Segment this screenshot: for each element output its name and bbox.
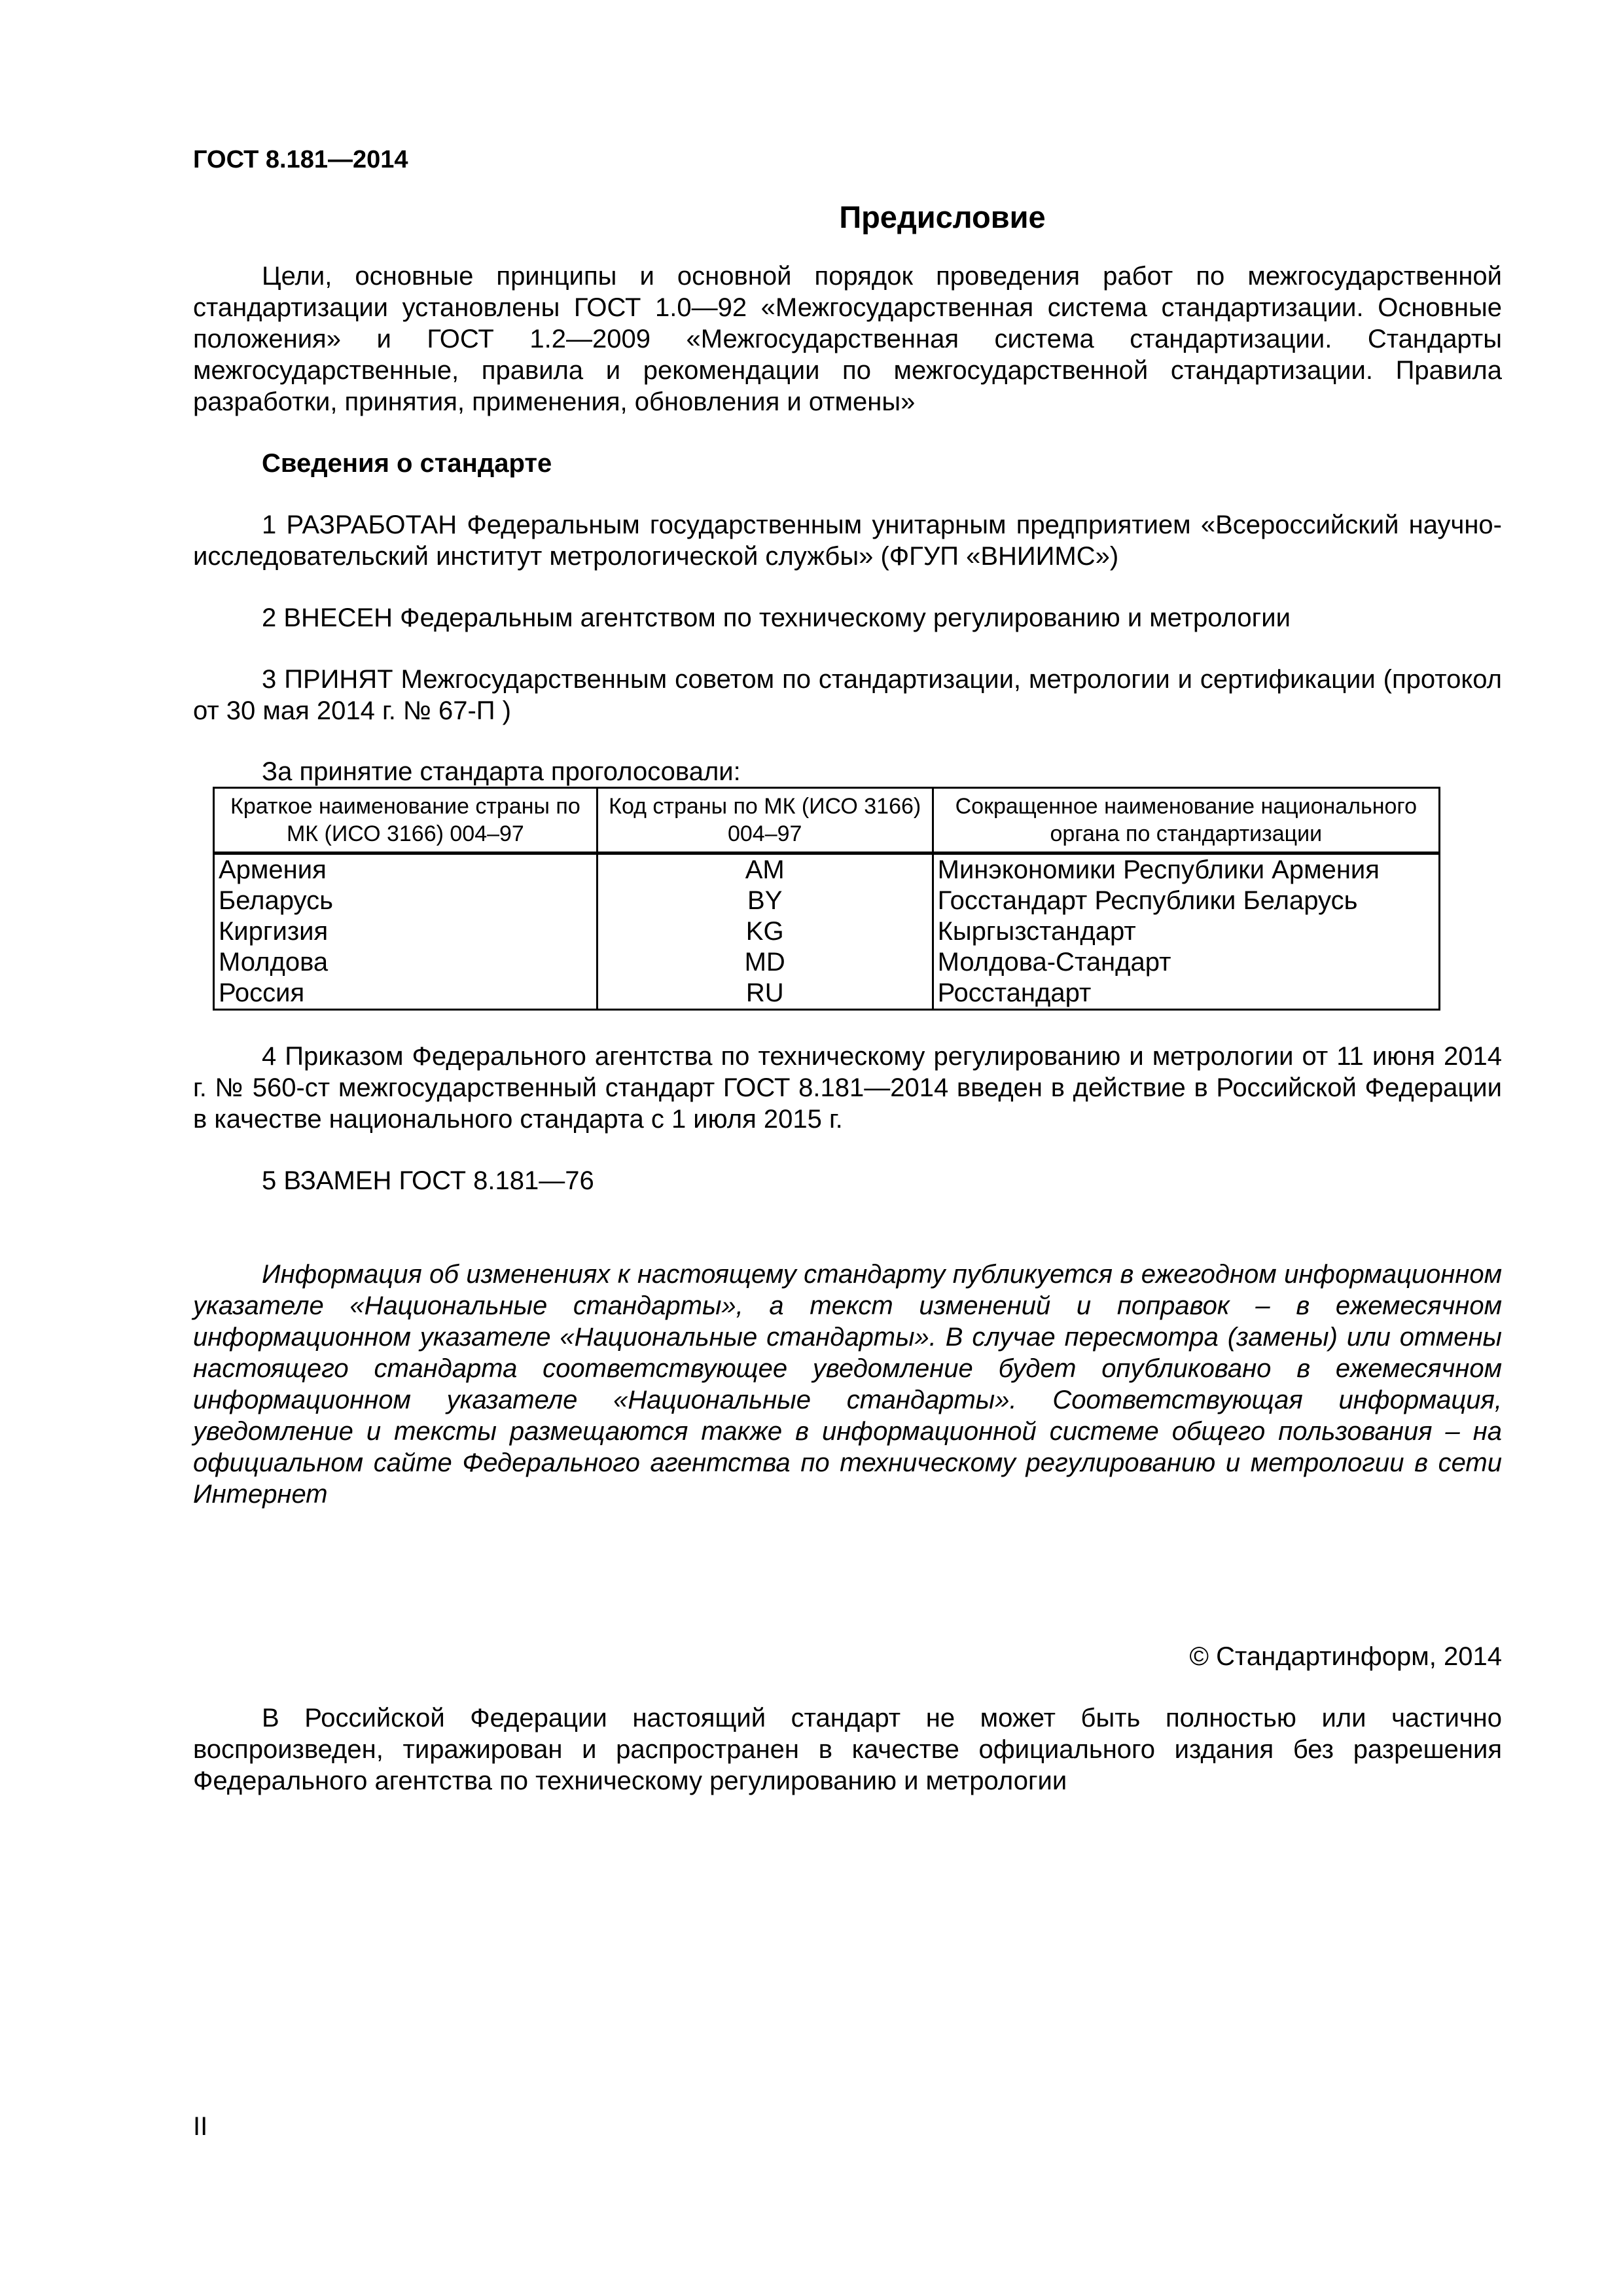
- copyright: © Стандартинформ, 2014: [1189, 1642, 1502, 1671]
- intro-paragraph: Цели, основные принципы и основной порядок проведения работ по межгосударственной стандартизации установлены ГОСТ 1.0—92 «Межгосударственная система стандартизации. Основные положения» и ГОСТ 1.2—2009 «Межгосударственная система стандартизации. Стандарты межгосударственные, правила и рекомендации по межгосударственной стандартизации. Правила разработки, принятия, применения, обновления и отмены»: [193, 262, 1502, 416]
- table-row: [214, 853, 1440, 886]
- item-enacted: 4 Приказом Федерального агентства по техническому регулированию и метрологии от 11 июня 2014 г. № 560-ст межгосударственный стандарт ГОСТ 8.181—2014 введен в действие в Российской Федерации в качестве национального стандарта с 1 июля 2015 г.: [193, 1042, 1502, 1134]
- vote-table: [213, 787, 1440, 1011]
- header-country-name: Краткое наименование страны по МК (ИСО 3166) 004–97: [214, 788, 597, 853]
- national-body: Минэкономики Республики Армения: [933, 853, 1439, 886]
- country-code: BY: [597, 886, 933, 916]
- country-name: Россия: [214, 978, 597, 1010]
- item-adopted: 3 ПРИНЯТ Межгосударственным советом по стандартизации, метрологии и сертификации (протокол от 30 мая 2014 г. № 67-П ): [193, 665, 1502, 725]
- national-body: Росстандарт: [933, 978, 1439, 1010]
- country-code: KG: [597, 916, 933, 947]
- page-number: II: [193, 2112, 208, 2141]
- header-national-body: Сокращенное наименование национального органа по стандартизации: [933, 788, 1439, 853]
- country-name: Молдова: [214, 947, 597, 978]
- document-page: [193, 144, 1502, 1797]
- info-notice: Информация об изменениях к настоящему стандарту публикуется в ежегодном информационном указателе «Национальные стандарты», а текст изменений и поправок – в ежемесячном информационном указателе «Национальные стандарты». В случае пересмотра (замены) или отмены настоящего стандарта соответствующее уведомление будет опубликовано в ежемесячном информационном указателе «Национальные стандарты». Соответствующая информация, уведомление и тексты размещаются также в информационной системе общего пользования – на официальном сайте Федерального агентства по техническому регулированию и метрологии в сети Интернет: [193, 1260, 1502, 1509]
- country-name: Киргизия: [214, 916, 597, 947]
- national-body: Госстандарт Республики Беларусь: [933, 886, 1439, 916]
- vote-intro: За принятие стандарта проголосовали:: [262, 757, 741, 786]
- reproduction-notice: В Российской Федерации настоящий стандарт не может быть полностью или частично воспроизведен, тиражирован и распространен в качестве официального издания без разрешения Федерального агентства по техническому регулированию и метрологии: [193, 1704, 1502, 1795]
- country-name: Армения: [214, 853, 597, 886]
- table-row: [214, 916, 1440, 947]
- item-developed: 1 РАЗРАБОТАН Федеральным государственным унитарным предприятием «Всероссийский научно-исследовательский институт метрологической службы» (ФГУП «ВНИИМС»): [193, 511, 1502, 571]
- standard-info-heading: Сведения о стандарте: [262, 449, 552, 478]
- national-body: Молдова-Стандарт: [933, 947, 1439, 978]
- document-id: ГОСТ 8.181—2014: [193, 146, 408, 173]
- country-code: AM: [597, 853, 933, 886]
- country-code: RU: [597, 978, 933, 1010]
- table-row: [214, 978, 1440, 1010]
- country-code: MD: [597, 947, 933, 978]
- page-title: Предисловие: [839, 200, 1046, 234]
- country-name: Беларусь: [214, 886, 597, 916]
- item-introduced: 2 ВНЕСЕН Федеральным агентством по техническому регулированию и метрологии: [262, 603, 1291, 632]
- table-row: [214, 947, 1440, 978]
- vote-table-header-row: [214, 788, 1440, 853]
- national-body: Кыргызстандарт: [933, 916, 1439, 947]
- table-row: [214, 886, 1440, 916]
- header-country-code: Код страны по МК (ИСО 3166) 004–97: [597, 788, 933, 853]
- item-replaces: 5 ВЗАМЕН ГОСТ 8.181—76: [262, 1166, 594, 1195]
